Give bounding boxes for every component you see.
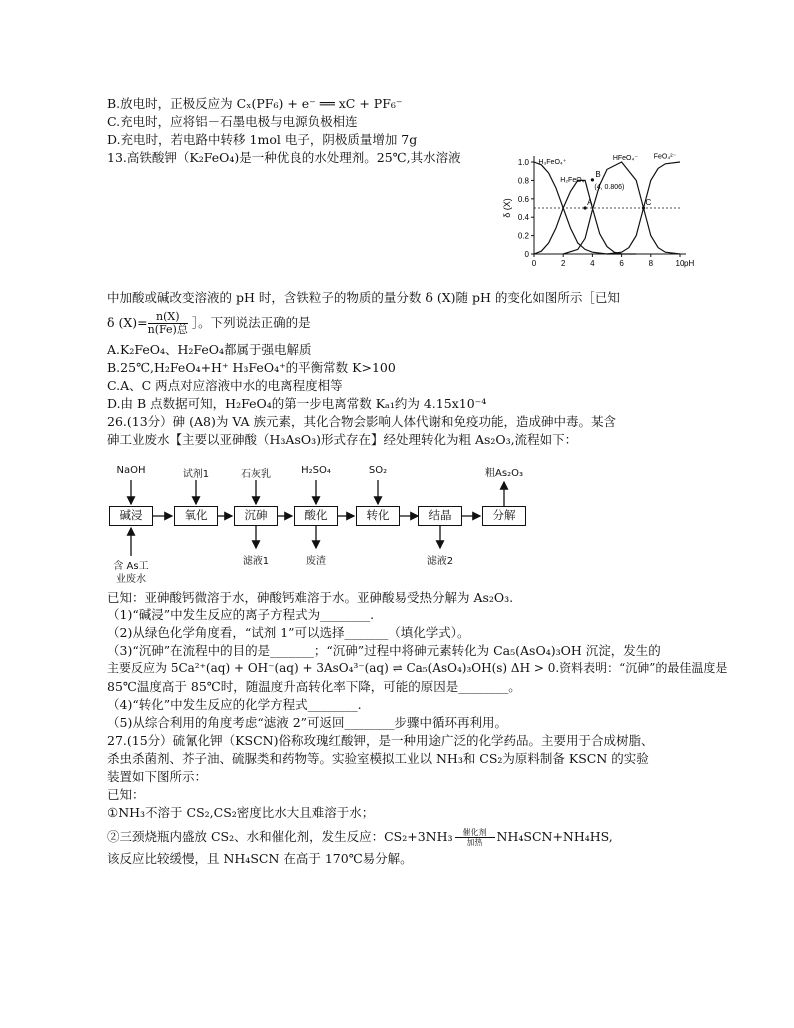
output-filtrate-2: 滤液2 [426,556,454,567]
text-line: 砷工业废水【主要以亚砷酸（H₃AsO₃)形式存在】经处理转化为粗 As₂O₃,流程如下： [107,432,578,447]
input-lime-milk: 石灰乳 [241,469,271,480]
step-crystallization: 结晶 [418,506,462,526]
text-line: 该反应比较缓慢，且 NH₄SCN 在高于 170℃易分解。 [107,851,413,866]
formula-suffix: ］。下列说法正确的是 [191,315,311,330]
arrow-condition-bottom: 加热 [466,838,483,847]
text-line: 85℃温度高于 85℃时，随温度升高转化率下降，可能的原因是________。 [107,679,521,694]
distribution-chart [496,150,696,290]
point-label-C: C [645,198,652,207]
step-conversion: 转化 [356,506,400,526]
text-line: A.K₂FeO₄、H₂FeO₄都属于强电解质 [107,342,312,357]
text-line: 杀虫杀菌剂、芥子油、硫脲类和药物等。实验室模拟工业以 NH₃和 CS₂为原料制备 KSCN 的实验 [107,751,649,766]
text-line: 主要反应为 5Ca²⁺(aq) + OH⁻(aq) + 3AsO₄³⁻(aq) ⇌ Ca₅(AsO₄)₃OH(s) ΔH > 0.资料表明：“沉砷”的最佳温度是 [107,661,728,675]
product-as2o3: 粗As₂O₃ [485,468,523,479]
y-tick-label: 1.0 [517,158,529,167]
input-reagent-1: 试剂1 [182,469,210,480]
reaction-arrow [455,828,495,847]
y-tick-label: 0.2 [517,231,529,241]
feed-line-1: 含 As工 [113,561,149,572]
x-tick-label: 2 [560,259,566,268]
step-alkali-leach: 碱浸 [109,506,153,526]
text-line: C.充电时，应将铝－石墨电极与电源负极相连 [107,114,358,129]
text-line [107,828,613,847]
feed-line-2: 业废水 [116,574,146,585]
point-label-B: B [595,169,601,179]
text-line: C.A、C 两点对应溶液中水的电离程度相等 [107,378,343,393]
text-line: （5)从综合利用的角度考虑“滤液 2”可返回________步骤中循环再利用。 [107,715,508,730]
text-line: D.由 B 点数据可知，H₂FeO₄的第一步电离常数 Kₐ₁约为 4.15x10⁻⁴ [107,396,487,411]
text-line: （2)从绿色化学角度看，“试剂 1”可以选择_______（填化学式）。 [107,625,470,640]
x-tick-label: 6 [619,259,624,268]
arrow-line [455,837,495,838]
text-line: 装置如下图所示： [107,769,208,784]
series-line-1 [534,180,636,254]
x-tick-label: 10 [675,259,685,268]
process-flow-diagram [105,460,535,585]
y-axis-label: δ (X) [502,198,512,218]
y-tick-label: 0 [524,250,529,259]
output-waste-residue: 废渣 [306,556,326,567]
text-line: 已知：亚砷酸钙微溶于水，砷酸钙难溶于水。亚砷酸易受热分解为 As₂O₃. [107,590,514,605]
formula-prefix: δ (X)= [107,315,148,330]
input-h2so4: H₂SO₄ [301,465,331,476]
x-tick-label: 8 [648,259,654,268]
equation-reactants: ②三颈烧瓶内盛放 CS₂、水和催化剂，发生反应：CS₂+3NH₃ [107,829,453,844]
series-label-3: FeO₄²⁻ [653,153,677,161]
fraction-numerator: n(X) [148,311,188,324]
text-line: 已知： [107,787,145,802]
arrow-condition-top: 催化剂 [462,828,487,837]
point-B [591,178,594,181]
text-line: 26.(13分）砷 (A8)为 VA 族元素，其化合物会影响人体代谢和免疫功能，造成砷中毒。某含 [107,414,617,429]
text-line: 27.(15分）硫氰化钾（KSCN)俗称玫瑰红酸钾，是一种用途广泛的化学药品。主要用于合成树脂、 [107,733,654,748]
output-filtrate-1: 滤液1 [242,556,270,567]
step-decomposition: 分解 [482,506,526,526]
text-line: 13.高铁酸钾（K₂FeO₄)是一种优良的水处理剂。25℃,其水溶液 [107,150,461,165]
text-line: B.放电时，正极反应为 Cₓ(PF₆) + e⁻ ══ xC + PF₆⁻ [107,96,403,111]
text-line: D.充电时，若电路中转移 1mol 电子，阴极质量增加 7g [107,132,418,147]
y-tick-label: 0.8 [517,176,529,186]
y-tick-label: 0.6 [517,194,529,204]
input-so2: SO₂ [368,465,388,476]
point-label-A: A [587,198,593,207]
x-axis-label: pH [684,259,695,268]
text-line: 中加酸或碱改变溶液的 pH 时，含铁粒子的物质的量分数 δ (X)随 pH 的变化如图所示［已知 [107,290,620,305]
text-line: （1)“碱浸”中发生反应的离子方程式为________. [107,607,375,622]
text-line: （4)“转化”中发生反应的化学方程式________. [107,697,362,712]
step-arsenic-precipitation: 沉砷 [234,506,278,526]
series-label-2: HFeO₄⁻ [612,155,639,163]
step-acidification: 酸化 [294,506,338,526]
text-line: B.25℃,H₂FeO₄+H⁺ H₃FeO₄⁺的平衡常数 K>100 [107,360,396,375]
series-label-1: H₂FeO₄ [560,177,585,185]
x-tick-label: 0 [531,259,537,268]
y-tick-label: 0.4 [517,213,529,223]
text-line: （3)“沉砷”在流程中的目的是_______；“沉砷”过程中将砷元素转化为 Ca₅(AsO₄)₃OH 沉淀，发生的 [107,643,661,658]
x-tick-label: 4 [590,259,595,268]
fraction-denominator: n(Fe)总 [147,323,188,336]
equation-products: NH₄SCN+NH₄HS, [496,829,613,844]
step-oxidation: 氧化 [174,506,218,526]
text-line: ①NH₃不溶于 CS₂,CS₂密度比水大且难溶于水； [107,805,375,820]
input-naoh: NaOH [116,465,146,476]
series-label-0: H₃FeO₄⁺ [538,158,567,166]
point-b-coordinates: (4, 0.806) [594,183,625,191]
chart-svg [496,150,696,290]
text-line [107,311,311,336]
fraction [148,311,188,336]
